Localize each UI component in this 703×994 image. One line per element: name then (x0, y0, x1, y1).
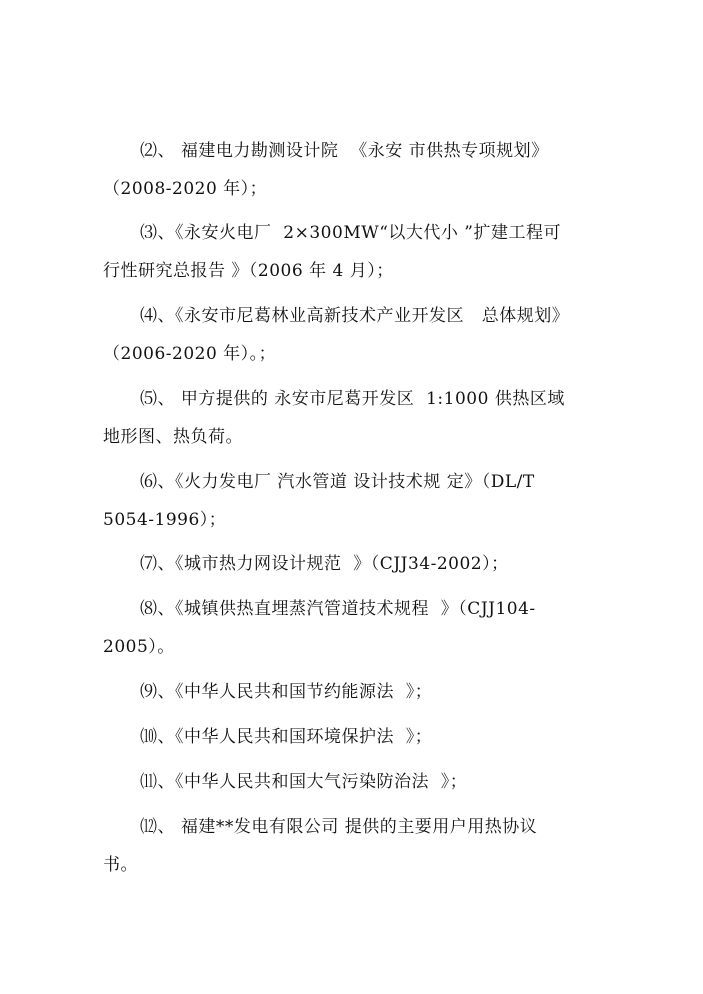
reference-item-5-line-2: 地形图、热负荷。 (103, 427, 243, 447)
reference-item-3-line-1: ⑶、《永安火电厂 2×300MW“以大代小 ”扩建工程可 (140, 223, 561, 243)
reference-item-11-line-1: ⑾、《中华人民共和国大气污染防治法 》； (140, 772, 468, 792)
reference-item-2-line-1: ⑵、 福建电力勘测设计院 《永安 市供热专项规划》 (140, 141, 549, 161)
reference-item-5-line-1: ⑸、 甲方提供的 永安市尼葛开发区 1:1000 供热区域 (140, 389, 565, 409)
reference-item-3-line-2: 行性研究总报告 》（2006 年 4 月）； (103, 261, 394, 281)
reference-item-12-line-2: 书。 (103, 855, 138, 875)
reference-item-12-line-1: ⑿、 福建**发电有限公司 提供的主要用户用热协议 (140, 817, 538, 837)
reference-item-6-line-1: ⑹、《火力发电厂 汽水管道 设计技术规 定》（DL/T (140, 472, 535, 492)
reference-item-6-line-2: 5054-1996）； (103, 510, 227, 530)
reference-item-7-line-1: ⑺、《城市热力网设计规范 》（CJJ34-2002）； (140, 554, 509, 574)
reference-item-8-line-1: ⑻、《城镇供热直埋蒸汽管道技术规程 》（CJJ104- (140, 599, 536, 619)
reference-item-4-line-2: （2006-2020 年）。； (103, 344, 277, 364)
reference-item-2-line-2: （2008-2020 年）； (103, 179, 268, 199)
reference-item-9-line-1: ⑼、《中华人民共和国节约能源法 》； (140, 682, 433, 702)
reference-item-4-line-1: ⑷、《永安市尼葛林业高新技术产业开发区 总体规划》 (140, 306, 570, 326)
reference-item-8-line-2: 2005）。 (103, 637, 175, 657)
reference-item-10-line-1: ⑽、《中华人民共和国环境保护法 》； (140, 727, 433, 747)
